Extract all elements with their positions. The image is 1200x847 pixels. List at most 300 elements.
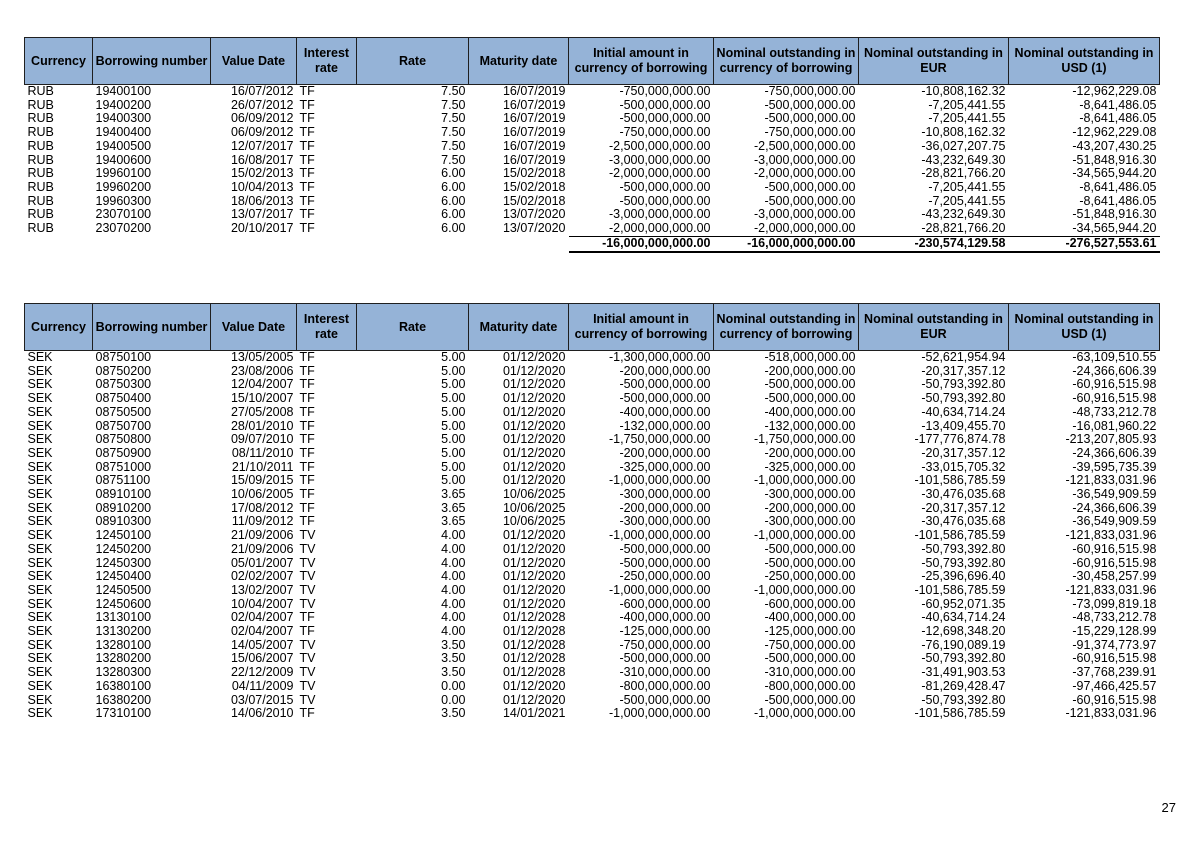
cell-currency: SEK [27, 679, 53, 693]
cell-nominal-outstanding-currency: -500,000,000.00 [764, 194, 856, 208]
cell-interest-rate: TV [299, 638, 316, 652]
cell-value-date: 02/04/2007 [230, 611, 294, 625]
cell-currency: RUB [27, 180, 54, 194]
cell-initial-amount: -500,000,000.00 [619, 112, 711, 126]
cell-nominal-outstanding-currency: -400,000,000.00 [764, 611, 856, 625]
cell-nominal-outstanding-usd: -48,733,212.78 [1072, 611, 1157, 625]
cell-nominal-outstanding-eur: -50,793,392.80 [921, 392, 1006, 406]
cell-initial-amount: -750,000,000.00 [619, 84, 711, 98]
cell-nominal-outstanding-currency: -300,000,000.00 [764, 488, 856, 502]
cell-nominal-outstanding-eur: -76,190,089.19 [921, 638, 1006, 652]
cell-nominal-outstanding-currency: -500,000,000.00 [764, 378, 856, 392]
header-value-date: Value Date [211, 304, 297, 351]
cell-interest-rate: TV [299, 693, 316, 707]
cell-value-date: 13/07/2017 [230, 208, 294, 222]
cell-rate: 3.50 [441, 652, 466, 666]
cell-initial-amount: -500,000,000.00 [619, 542, 711, 556]
cell-maturity-date: 01/12/2020 [502, 570, 566, 584]
cell-rate: 3.65 [441, 501, 466, 515]
header-currency: Currency [25, 38, 93, 85]
table-row [25, 378, 1160, 392]
table-body [25, 351, 1160, 721]
cell-borrowing-number: 19400100 [95, 84, 152, 98]
cell-nominal-outstanding-currency: -200,000,000.00 [764, 446, 856, 460]
cell-initial-amount: -400,000,000.00 [619, 611, 711, 625]
table-row [25, 652, 1160, 666]
cell-interest-rate: TF [299, 460, 315, 474]
cell-nominal-outstanding-currency: -750,000,000.00 [764, 638, 856, 652]
cell-nominal-outstanding-eur: -40,634,714.24 [921, 611, 1006, 625]
cell-borrowing-number: 12450300 [95, 556, 152, 570]
cell-initial-amount: -750,000,000.00 [619, 126, 711, 140]
cell-nominal-outstanding-eur: -30,476,035.68 [921, 515, 1006, 529]
cell-currency: SEK [27, 556, 53, 570]
cell-currency: RUB [27, 194, 54, 208]
cell-rate: 5.00 [441, 433, 466, 447]
cell-currency: SEK [27, 597, 53, 611]
cell-currency: RUB [27, 84, 54, 98]
cell-value-date: 21/09/2006 [230, 529, 294, 543]
cell-nominal-outstanding-usd: -39,595,735.39 [1072, 460, 1157, 474]
cell-rate: 7.50 [441, 112, 466, 126]
cell-borrowing-number: 13280300 [95, 666, 152, 680]
cell-currency: SEK [27, 611, 53, 625]
cell-borrowing-number: 12450600 [95, 597, 152, 611]
table-row [25, 461, 1160, 475]
cell-nominal-outstanding-eur: -177,776,874.78 [914, 433, 1006, 447]
cell-initial-amount: -750,000,000.00 [619, 638, 711, 652]
cell-borrowing-number: 19960100 [95, 167, 152, 181]
cell-value-date: 03/07/2015 [230, 693, 294, 707]
cell-interest-rate: TF [299, 515, 315, 529]
cell-rate: 5.00 [441, 350, 466, 364]
table-row [25, 625, 1160, 639]
cell-value-date: 11/09/2012 [231, 515, 294, 529]
cell-value-date: 13/05/2005 [230, 350, 294, 364]
cell-currency: RUB [27, 112, 54, 126]
cell-maturity-date: 10/06/2025 [502, 488, 566, 502]
cell-nominal-outstanding-eur: -40,634,714.24 [921, 405, 1006, 419]
cell-value-date: 02/02/2007 [230, 570, 294, 584]
table-row [25, 365, 1160, 379]
cell-nominal-outstanding-usd: -63,109,510.55 [1072, 350, 1157, 364]
cell-nominal-outstanding-usd: -15,229,128.99 [1072, 625, 1157, 639]
cell-rate: 5.00 [441, 364, 466, 378]
cell-initial-amount: -300,000,000.00 [619, 515, 711, 529]
cell-nominal-outstanding-eur: -25,396,696.40 [921, 570, 1006, 584]
table-row [25, 195, 1160, 209]
cell-maturity-date: 15/02/2018 [502, 194, 566, 208]
cell-nominal-outstanding-eur: -7,205,441.55 [928, 98, 1006, 112]
cell-maturity-date: 01/12/2020 [502, 597, 566, 611]
cell-borrowing-number: 08750900 [95, 446, 152, 460]
cell-nominal-outstanding-currency: -2,500,000,000.00 [754, 139, 856, 153]
cell-borrowing-number: 19400600 [95, 153, 152, 167]
cell-currency: RUB [27, 98, 54, 112]
cell-maturity-date: 01/12/2020 [502, 405, 566, 419]
cell-interest-rate: TV [299, 597, 316, 611]
cell-initial-amount: -300,000,000.00 [619, 488, 711, 502]
cell-rate: 7.50 [441, 98, 466, 112]
cell-maturity-date: 01/12/2028 [502, 611, 566, 625]
cell-initial-amount: -310,000,000.00 [619, 666, 711, 680]
cell-initial-amount: -1,000,000,000.00 [609, 474, 711, 488]
cell-currency: SEK [27, 488, 53, 502]
cell-nominal-outstanding-currency: -1,750,000,000.00 [754, 433, 856, 447]
cell-borrowing-number: 19400400 [95, 126, 152, 140]
cell-value-date: 14/05/2007 [230, 638, 294, 652]
cell-interest-rate: TF [299, 446, 315, 460]
cell-nominal-outstanding-currency: -750,000,000.00 [764, 126, 856, 140]
cell-rate: 6.00 [441, 180, 466, 194]
cell-currency: RUB [27, 153, 54, 167]
cell-interest-rate: TF [299, 625, 315, 639]
cell-maturity-date: 13/07/2020 [502, 208, 566, 222]
cell-value-date: 16/07/2012 [230, 84, 294, 98]
cell-initial-amount: -400,000,000.00 [619, 405, 711, 419]
cell-currency: SEK [27, 583, 53, 597]
cell-initial-amount: -1,000,000,000.00 [609, 707, 711, 721]
cell-initial-amount: -200,000,000.00 [619, 446, 711, 460]
cell-maturity-date: 01/12/2020 [502, 583, 566, 597]
cell-maturity-date: 01/12/2020 [502, 460, 566, 474]
cell-value-date: 27/05/2008 [230, 405, 294, 419]
total-nominal-outstanding-eur: -230,574,129.58 [859, 236, 1009, 252]
header-nominal-outstanding-usd: Nominal outstanding in USD (1) [1009, 38, 1160, 85]
cell-value-date: 28/01/2010 [230, 419, 294, 433]
cell-maturity-date: 01/12/2020 [502, 392, 566, 406]
cell-rate: 3.50 [441, 707, 466, 721]
cell-value-date: 15/09/2015 [230, 474, 294, 488]
header-maturity-date: Maturity date [469, 38, 569, 85]
cell-rate: 7.50 [441, 153, 466, 167]
cell-interest-rate: TF [299, 611, 315, 625]
table-header-row [25, 304, 1160, 351]
cell-currency: RUB [27, 222, 54, 236]
cell-maturity-date: 01/12/2020 [502, 433, 566, 447]
cell-nominal-outstanding-usd: -8,641,486.05 [1079, 180, 1157, 194]
cell-initial-amount: -325,000,000.00 [619, 460, 711, 474]
cell-borrowing-number: 13280100 [95, 638, 152, 652]
cell-nominal-outstanding-currency: -600,000,000.00 [764, 597, 856, 611]
header-nominal-outstanding-currency: Nominal outstanding in currency of borrowing [714, 304, 859, 351]
cell-initial-amount: -200,000,000.00 [619, 364, 711, 378]
cell-nominal-outstanding-eur: -12,698,348.20 [921, 625, 1006, 639]
table-row [25, 99, 1160, 113]
table-body [25, 85, 1160, 252]
cell-rate: 5.00 [441, 474, 466, 488]
cell-maturity-date: 01/12/2020 [502, 474, 566, 488]
cell-rate: 0.00 [441, 693, 466, 707]
cell-nominal-outstanding-eur: -13,409,455.70 [921, 419, 1006, 433]
cell-borrowing-number: 08751000 [95, 460, 152, 474]
cell-value-date: 18/06/2013 [230, 194, 294, 208]
header-interest-rate: Interest rate [297, 304, 357, 351]
cell-nominal-outstanding-currency: -518,000,000.00 [764, 350, 856, 364]
cell-nominal-outstanding-usd: -43,207,430.25 [1072, 139, 1157, 153]
cell-value-date: 05/01/2007 [230, 556, 294, 570]
cell-nominal-outstanding-eur: -10,808,162.32 [921, 84, 1006, 98]
cell-nominal-outstanding-usd: -121,833,031.96 [1065, 583, 1157, 597]
cell-borrowing-number: 08910200 [95, 501, 152, 515]
table-row [25, 126, 1160, 140]
cell-nominal-outstanding-eur: -43,232,649.30 [921, 153, 1006, 167]
table-row [25, 639, 1160, 653]
cell-borrowing-number: 13130100 [95, 611, 152, 625]
empty-cell [25, 236, 93, 252]
table-row [25, 420, 1160, 434]
cell-rate: 5.00 [441, 460, 466, 474]
cell-interest-rate: TF [299, 707, 315, 721]
cell-nominal-outstanding-currency: -400,000,000.00 [764, 405, 856, 419]
cell-nominal-outstanding-usd: -51,848,916.30 [1072, 153, 1157, 167]
cell-nominal-outstanding-eur: -7,205,441.55 [928, 194, 1006, 208]
cell-value-date: 04/11/2009 [231, 679, 294, 693]
cell-currency: SEK [27, 501, 53, 515]
cell-currency: SEK [27, 350, 53, 364]
table-row [25, 351, 1160, 365]
cell-nominal-outstanding-currency: -300,000,000.00 [764, 515, 856, 529]
total-nominal-outstanding-currency: -16,000,000,000.00 [714, 236, 859, 252]
header-maturity-date: Maturity date [469, 304, 569, 351]
table-row [25, 502, 1160, 516]
cell-maturity-date: 01/12/2028 [502, 652, 566, 666]
cell-borrowing-number: 08910300 [95, 515, 152, 529]
cell-nominal-outstanding-eur: -50,793,392.80 [921, 378, 1006, 392]
cell-maturity-date: 01/12/2028 [502, 625, 566, 639]
cell-nominal-outstanding-currency: -132,000,000.00 [764, 419, 856, 433]
cell-interest-rate: TF [299, 84, 315, 98]
cell-maturity-date: 16/07/2019 [502, 84, 566, 98]
table-row [25, 140, 1160, 154]
cell-maturity-date: 16/07/2019 [502, 126, 566, 140]
cell-borrowing-number: 08750800 [95, 433, 152, 447]
cell-value-date: 10/04/2007 [230, 597, 294, 611]
cell-value-date: 02/04/2007 [230, 625, 294, 639]
cell-nominal-outstanding-eur: -52,621,954.94 [921, 350, 1006, 364]
cell-nominal-outstanding-eur: -50,793,392.80 [921, 556, 1006, 570]
cell-rate: 5.00 [441, 419, 466, 433]
cell-interest-rate: TF [299, 433, 315, 447]
cell-maturity-date: 01/12/2028 [502, 666, 566, 680]
cell-borrowing-number: 08910100 [95, 488, 152, 502]
table-row [25, 447, 1160, 461]
cell-initial-amount: -500,000,000.00 [619, 194, 711, 208]
table-row [25, 598, 1160, 612]
table-row [25, 167, 1160, 181]
cell-initial-amount: -3,000,000,000.00 [609, 208, 711, 222]
cell-nominal-outstanding-usd: -37,768,239.91 [1072, 666, 1157, 680]
cell-value-date: 12/07/2017 [230, 139, 294, 153]
cell-nominal-outstanding-eur: -31,491,903.53 [921, 666, 1006, 680]
cell-rate: 5.00 [441, 378, 466, 392]
cell-nominal-outstanding-usd: -97,466,425.57 [1072, 679, 1157, 693]
empty-cell [297, 236, 357, 252]
cell-nominal-outstanding-usd: -36,549,909.59 [1072, 488, 1157, 502]
cell-rate: 6.00 [441, 222, 466, 236]
cell-nominal-outstanding-currency: -500,000,000.00 [764, 112, 856, 126]
cell-interest-rate: TV [299, 679, 316, 693]
cell-rate: 3.50 [441, 638, 466, 652]
cell-currency: SEK [27, 364, 53, 378]
cell-interest-rate: TF [299, 405, 315, 419]
cell-maturity-date: 01/12/2020 [502, 446, 566, 460]
cell-nominal-outstanding-usd: -36,549,909.59 [1072, 515, 1157, 529]
cell-rate: 4.00 [441, 570, 466, 584]
cell-interest-rate: TF [299, 194, 315, 208]
cell-maturity-date: 15/02/2018 [502, 180, 566, 194]
cell-borrowing-number: 23070200 [95, 222, 152, 236]
cell-borrowing-number: 12450500 [95, 583, 152, 597]
cell-nominal-outstanding-currency: -250,000,000.00 [764, 570, 856, 584]
cell-currency: SEK [27, 570, 53, 584]
cell-currency: RUB [27, 139, 54, 153]
cell-borrowing-number: 19960200 [95, 180, 152, 194]
cell-initial-amount: -132,000,000.00 [619, 419, 711, 433]
cell-interest-rate: TV [299, 666, 316, 680]
cell-borrowing-number: 12450200 [95, 542, 152, 556]
cell-borrowing-number: 13130200 [95, 625, 152, 639]
cell-nominal-outstanding-usd: -60,916,515.98 [1072, 392, 1157, 406]
cell-rate: 4.00 [441, 542, 466, 556]
cell-nominal-outstanding-currency: -200,000,000.00 [764, 501, 856, 515]
cell-nominal-outstanding-usd: -121,833,031.96 [1065, 529, 1157, 543]
cell-nominal-outstanding-usd: -73,099,819.18 [1072, 597, 1157, 611]
cell-nominal-outstanding-eur: -50,793,392.80 [921, 542, 1006, 556]
cell-borrowing-number: 16380200 [95, 693, 152, 707]
cell-value-date: 09/07/2010 [230, 433, 294, 447]
cell-maturity-date: 01/12/2020 [502, 679, 566, 693]
cell-interest-rate: TF [299, 180, 315, 194]
cell-borrowing-number: 23070100 [95, 208, 152, 222]
cell-maturity-date: 16/07/2019 [502, 139, 566, 153]
cell-nominal-outstanding-currency: -3,000,000,000.00 [754, 208, 856, 222]
cell-nominal-outstanding-currency: -1,000,000,000.00 [754, 707, 856, 721]
cell-maturity-date: 01/12/2020 [502, 419, 566, 433]
cell-value-date: 06/09/2012 [230, 126, 294, 140]
cell-value-date: 20/10/2017 [230, 222, 294, 236]
cell-currency: SEK [27, 638, 53, 652]
table-row [25, 112, 1160, 126]
cell-initial-amount: -1,300,000,000.00 [609, 350, 711, 364]
cell-nominal-outstanding-usd: -34,565,944.20 [1072, 167, 1157, 181]
cell-value-date: 08/11/2010 [231, 446, 294, 460]
cell-nominal-outstanding-eur: -7,205,441.55 [928, 180, 1006, 194]
cell-nominal-outstanding-eur: -30,476,035.68 [921, 488, 1006, 502]
cell-maturity-date: 14/01/2021 [502, 707, 566, 721]
cell-nominal-outstanding-eur: -20,317,357.12 [921, 501, 1006, 515]
cell-maturity-date: 01/12/2028 [502, 638, 566, 652]
cell-interest-rate: TF [299, 364, 315, 378]
cell-interest-rate: TV [299, 583, 316, 597]
cell-nominal-outstanding-usd: -30,458,257.99 [1072, 570, 1157, 584]
cell-nominal-outstanding-usd: -12,962,229.08 [1072, 84, 1157, 98]
cell-initial-amount: -1,000,000,000.00 [609, 529, 711, 543]
header-borrowing-number: Borrowing number [93, 304, 211, 351]
table-row [25, 515, 1160, 529]
cell-initial-amount: -600,000,000.00 [619, 597, 711, 611]
cell-nominal-outstanding-currency: -2,000,000,000.00 [754, 222, 856, 236]
cell-initial-amount: -3,000,000,000.00 [609, 153, 711, 167]
table-row [25, 154, 1160, 168]
cell-nominal-outstanding-currency: -800,000,000.00 [764, 679, 856, 693]
table-row [25, 392, 1160, 406]
cell-initial-amount: -200,000,000.00 [619, 501, 711, 515]
header-rate: Rate [357, 304, 469, 351]
cell-rate: 7.50 [441, 84, 466, 98]
cell-nominal-outstanding-currency: -500,000,000.00 [764, 693, 856, 707]
cell-interest-rate: TF [299, 419, 315, 433]
cell-value-date: 26/07/2012 [230, 98, 294, 112]
cell-initial-amount: -500,000,000.00 [619, 392, 711, 406]
cell-interest-rate: TF [299, 167, 315, 181]
header-nominal-outstanding-eur: Nominal outstanding in EUR [859, 304, 1009, 351]
cell-nominal-outstanding-currency: -2,000,000,000.00 [754, 167, 856, 181]
cell-nominal-outstanding-usd: -24,366,606.39 [1072, 446, 1157, 460]
cell-nominal-outstanding-eur: -60,952,071.35 [921, 597, 1006, 611]
cell-nominal-outstanding-eur: -28,821,766.20 [921, 167, 1006, 181]
cell-nominal-outstanding-currency: -500,000,000.00 [764, 392, 856, 406]
table-row [25, 181, 1160, 195]
header-borrowing-number: Borrowing number [93, 38, 211, 85]
cell-nominal-outstanding-eur: -101,586,785.59 [914, 583, 1006, 597]
cell-borrowing-number: 08750200 [95, 364, 152, 378]
cell-value-date: 22/12/2009 [230, 666, 294, 680]
cell-rate: 6.00 [441, 194, 466, 208]
cell-borrowing-number: 08750100 [95, 350, 152, 364]
cell-nominal-outstanding-currency: -500,000,000.00 [764, 542, 856, 556]
table-row [25, 666, 1160, 680]
cell-nominal-outstanding-usd: -34,565,944.20 [1072, 222, 1157, 236]
rub-borrowings-table [24, 37, 1160, 253]
cell-interest-rate: TF [299, 378, 315, 392]
cell-nominal-outstanding-eur: -33,015,705.32 [921, 460, 1006, 474]
cell-nominal-outstanding-eur: -20,317,357.12 [921, 364, 1006, 378]
cell-nominal-outstanding-eur: -7,205,441.55 [928, 112, 1006, 126]
cell-borrowing-number: 19400200 [95, 98, 152, 112]
cell-initial-amount: -1,000,000,000.00 [609, 583, 711, 597]
cell-borrowing-number: 19400300 [95, 112, 152, 126]
cell-value-date: 14/06/2010 [230, 707, 294, 721]
cell-nominal-outstanding-eur: -81,269,428.47 [921, 679, 1006, 693]
cell-rate: 4.00 [441, 529, 466, 543]
cell-borrowing-number: 12450400 [95, 570, 152, 584]
cell-rate: 7.50 [441, 139, 466, 153]
cell-nominal-outstanding-currency: -500,000,000.00 [764, 180, 856, 194]
cell-interest-rate: TF [299, 350, 315, 364]
cell-currency: SEK [27, 625, 53, 639]
cell-currency: SEK [27, 392, 53, 406]
cell-nominal-outstanding-usd: -60,916,515.98 [1072, 542, 1157, 556]
cell-initial-amount: -125,000,000.00 [619, 625, 711, 639]
cell-interest-rate: TV [299, 529, 316, 543]
cell-nominal-outstanding-usd: -51,848,916.30 [1072, 208, 1157, 222]
cell-rate: 3.50 [441, 666, 466, 680]
header-interest-rate: Interest rate [297, 38, 357, 85]
header-initial-amount: Initial amount in currency of borrowing [569, 304, 714, 351]
cell-nominal-outstanding-eur: -101,586,785.59 [914, 529, 1006, 543]
cell-maturity-date: 16/07/2019 [502, 153, 566, 167]
cell-rate: 5.00 [441, 405, 466, 419]
cell-currency: SEK [27, 405, 53, 419]
header-value-date: Value Date [211, 38, 297, 85]
cell-currency: RUB [27, 126, 54, 140]
cell-currency: SEK [27, 515, 53, 529]
cell-nominal-outstanding-usd: -16,081,960.22 [1072, 419, 1157, 433]
cell-borrowing-number: 16380100 [95, 679, 152, 693]
cell-borrowing-number: 13280200 [95, 652, 152, 666]
cell-nominal-outstanding-eur: -50,793,392.80 [921, 652, 1006, 666]
